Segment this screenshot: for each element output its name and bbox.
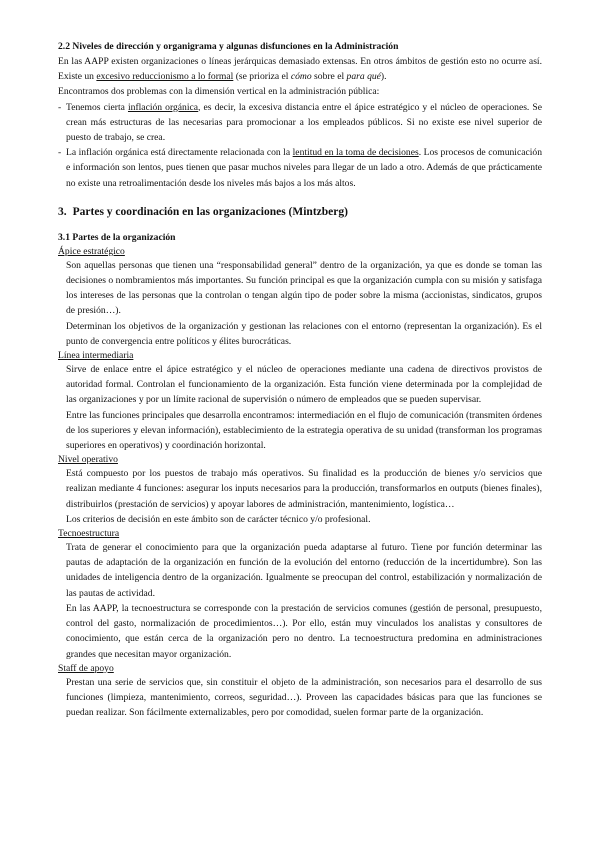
subheading-nivel: Nivel operativo xyxy=(58,454,118,466)
subheading-staff: Staff de apoyo xyxy=(58,662,114,674)
paragraph-nivel-2: Los criterios de decisión en este ámbito son de carácter técnico y/o profesional. xyxy=(66,513,371,525)
paragraph-aapp: En las AAPP existen organizaciones o líneas jerárquicas demasiado extensas. En otros ámbitos de gestión esto no ocurre así. Existe un excesivo reduccionismo a lo formal (se prioriza el cómo sobre el para qué). xyxy=(58,56,542,83)
paragraph-apice-2: Determinan los objetivos de la organización y gestionan las relaciones con el entorno (representan la organización). Es el punto de convergencia entre políticos y élites burocráticas. xyxy=(66,320,542,347)
paragraph-staff-1: Prestan una serie de servicios que, sin constituir el objeto de la administración, son necesarios para el desarrollo de sus funciones (limpieza, mantenimiento, correos, seguridad…). Proveen las capacidades básicas para que las funciones se puedan realizar. Son fácilmente externalizables, pero por comodidad, suelen formar parte de la organización. xyxy=(66,676,542,719)
bullet-lentitud: - La inflación orgánica está directamente relacionada con la lentitud en la toma de decisiones. Los procesos de comunicación e información son lentos, pues tienen que pasar muchos niveles para llegar de un lado a otro. Además de que prácticamente no existe una retroalimentación desde los niveles más bajos a los más altos. xyxy=(58,145,542,191)
subheading-tecno: Tecnoestructura xyxy=(58,528,120,540)
dash-bullet-icon: - xyxy=(58,101,62,113)
paragraph-tecno-2: En las AAPP, la tecnoestructura se corresponde con la prestación de servicios comunes (gestión de personal, presupuesto, control del gasto, normalización de procedimientos…). Por ello, están muy vinculados los analistas y consultores de conocimiento, que están cerca de la organización pero no dentro. La tecnoestructura predomina en administraciones grandes que necesitan mayor organización. xyxy=(66,602,542,660)
paragraph-linea-1: Sirve de enlace entre el ápice estratégico y el núcleo de operaciones mediante una cadena de directivos provistos de autoridad formal. Controlan el funcionamiento de la organización. Esta función viene determinada por la complejidad de las organizaciones y por un límite racional de supervisión o número de empleados que se pueden supervisar. xyxy=(66,364,542,406)
underlined-inflacion: inflación orgánica xyxy=(127,101,199,113)
bullet-inflacion: - Tenemos cierta inflación orgánica, es decir, la excesiva distancia entre el ápice estratégico y el núcleo de operaciones. Se crean más estructuras de las necesarias para promocionar a los empleados públicos. Si no existe ese nivel superior de puesto de trabajo, se crea. xyxy=(58,100,542,146)
subheading-apice: Ápice estratégico xyxy=(58,245,125,257)
dash-bullet-icon: - xyxy=(58,147,62,159)
paragraph-tecno-1: Trata de generar el conocimiento para que la organización pueda adaptarse al futuro. Tiene por función determinar las pautas de adaptación de la organización en función de la evolución del entorno (reducción de la incertidumbre). Son las unidades de inteligencia dentro de la organización. Igualmente se preocupan del control, estabilización y normalización de las pautas de actividad. xyxy=(66,542,542,599)
paragraph-nivel-1: Está compuesto por los puestos de trabajo más operativos. Su finalidad es la producción de bienes y/o servicios que realizan mediante 4 funciones: asegurar los inputs necesarios para la producción, transformarlos en outputs (bienes finales), distribuirlos (prestación de servicios) y apoyar labores de administración, mantenimiento, logística… xyxy=(66,468,542,510)
section-3-1-heading: 3.1 Partes de la organización xyxy=(58,231,176,243)
section-2-2-heading: 2.2 Niveles de dirección y organigrama y algunas disfunciones en la Administración xyxy=(58,41,399,52)
underlined-lentitud: lentitud en la toma de decisiones xyxy=(292,147,419,159)
section-3-heading: 3. Partes y coordinación en las organizaciones (Mintzberg) xyxy=(58,205,348,218)
underlined-reduccionismo: excesivo reduccionismo a lo formal xyxy=(96,71,234,83)
paragraph-apice-1: Son aquellas personas que tienen una “responsabilidad general” dentro de la organización, ya que es donde se toman las decisiones o nombramientos más importantes. Su función principal es que la organización cumpla con su misión y satisfaga los intereses de las personas que la controlan o tengan algún tipo de poder sobre la misma (accionistas, sindicatos, grupos de presión…). xyxy=(66,259,542,317)
paragraph-linea-2: Entre las funciones principales que desarrolla encontramos: intermediación en el flujo de comunicación (transmiten órdenes de los superiores y elevan información), establecimiento de la estrategia operativa de su unidad (transforman los programas superiores en operativos) y coordinación horizontal. xyxy=(66,409,542,452)
subheading-linea: Línea intermediaria xyxy=(58,350,134,362)
paragraph-dos-problemas: Encontramos dos problemas con la dimensión vertical en la administración pública: xyxy=(58,86,380,98)
